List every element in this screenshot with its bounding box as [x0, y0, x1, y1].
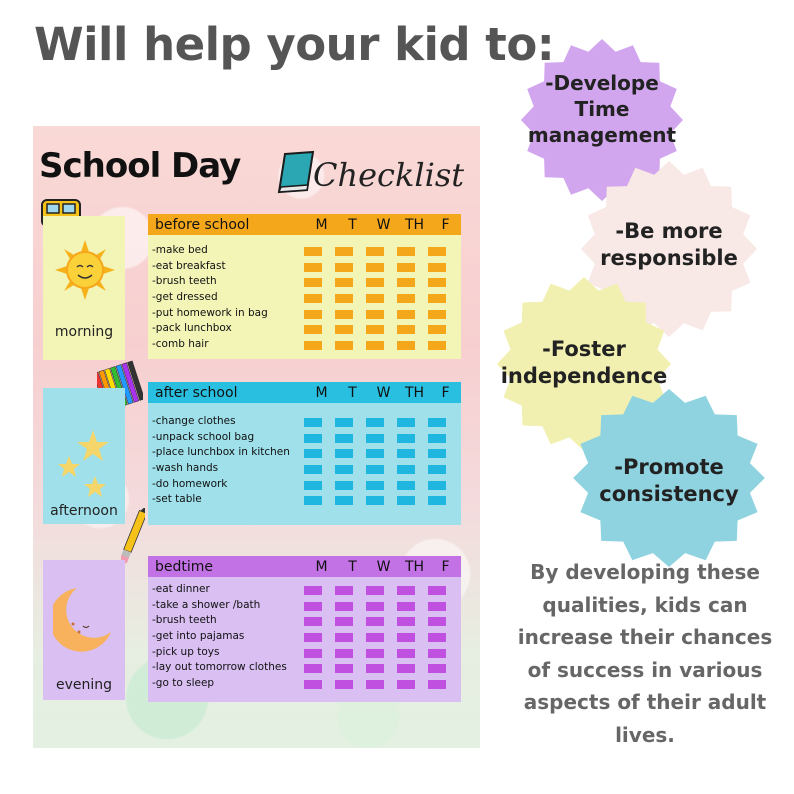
- checkbox[interactable]: [335, 664, 353, 673]
- task-item: -eat breakfast: [152, 259, 226, 272]
- badge-line: management: [527, 123, 677, 147]
- afternoon-panel: [43, 388, 125, 524]
- task-item: -go to sleep: [152, 677, 215, 690]
- benefits-paragraph: By developing these qualities, kids can increase their chances of success in various aspects of their adult lives.: [517, 560, 773, 747]
- morning-panel: [43, 216, 125, 360]
- badge-text: [496, 336, 672, 391]
- checkbox[interactable]: [428, 496, 446, 505]
- checkbox[interactable]: [428, 341, 446, 350]
- checkbox[interactable]: [335, 263, 353, 272]
- checkbox-row: [304, 680, 459, 696]
- checkbox[interactable]: [428, 418, 446, 427]
- checkbox[interactable]: [428, 310, 446, 319]
- checkbox[interactable]: [428, 465, 446, 474]
- checkbox[interactable]: [304, 496, 322, 505]
- checkbox[interactable]: [366, 496, 384, 505]
- checkbox[interactable]: [397, 465, 415, 474]
- checkbox[interactable]: [366, 649, 384, 658]
- day-label: F: [441, 558, 450, 575]
- checklist-poster: [33, 126, 480, 748]
- task-item: -set table: [152, 493, 202, 506]
- afternoon-label: afternoon: [50, 503, 118, 519]
- checkbox[interactable]: [335, 496, 353, 505]
- pencil-icon: [121, 508, 145, 566]
- section-title: before school: [155, 216, 250, 233]
- task-item: -change clothes: [152, 415, 236, 427]
- badge-text: [572, 454, 766, 509]
- task-item: -brush teeth: [152, 275, 217, 288]
- checkbox[interactable]: [335, 633, 353, 642]
- checkbox-row: [304, 465, 459, 481]
- checkbox[interactable]: [428, 649, 446, 658]
- task-item: -comb hair: [152, 338, 209, 351]
- badge-line: consistency: [599, 482, 739, 507]
- checkbox[interactable]: [304, 465, 322, 474]
- checkbox-row: [304, 586, 459, 602]
- badge-line: responsible: [600, 246, 738, 271]
- checkbox-row: [304, 325, 459, 341]
- badge-line: independence: [500, 364, 668, 389]
- checkbox-row: [304, 278, 459, 294]
- checkbox[interactable]: [366, 341, 384, 350]
- checkbox[interactable]: [397, 449, 415, 458]
- checkbox[interactable]: [397, 434, 415, 443]
- checkbox[interactable]: [366, 418, 384, 427]
- checkbox[interactable]: [335, 294, 353, 303]
- checkbox-row: [304, 602, 459, 618]
- day-label: F: [441, 216, 450, 233]
- badge-consistency: [572, 388, 766, 568]
- checkbox[interactable]: [397, 325, 415, 334]
- checkbox[interactable]: [428, 449, 446, 458]
- checkbox[interactable]: [335, 481, 353, 490]
- poster-title-script: Checklist: [313, 156, 465, 194]
- badge-line: -Foster: [542, 337, 626, 361]
- checkbox[interactable]: [304, 434, 322, 443]
- day-columns: [306, 559, 461, 575]
- task-item: -place lunchbox in kitchen: [152, 446, 290, 459]
- checkbox[interactable]: [335, 418, 353, 427]
- day-label: TH: [404, 216, 425, 233]
- checkbox[interactable]: [304, 680, 322, 689]
- day-columns: [306, 217, 461, 233]
- day-label: T: [348, 216, 357, 233]
- checkbox[interactable]: [366, 465, 384, 474]
- day-label: M: [315, 384, 328, 401]
- task-item: -take a shower /bath: [152, 598, 261, 611]
- checkbox-row: [304, 294, 459, 310]
- checkbox[interactable]: [397, 664, 415, 673]
- checkbox[interactable]: [428, 586, 446, 595]
- checkbox-row: [304, 633, 459, 649]
- checkbox[interactable]: [335, 680, 353, 689]
- badge-line: -Be more: [615, 219, 723, 243]
- section-body: [148, 235, 461, 359]
- badge-line: Time: [574, 97, 630, 121]
- sun-icon: [55, 240, 115, 300]
- checkbox[interactable]: [428, 602, 446, 611]
- day-label: T: [348, 384, 357, 401]
- checkbox[interactable]: [428, 247, 446, 256]
- day-label: W: [376, 384, 391, 401]
- section-header: [148, 214, 461, 235]
- checkbox-grid: [304, 418, 459, 512]
- day-label: TH: [404, 384, 425, 401]
- checkbox[interactable]: [304, 263, 322, 272]
- checkbox[interactable]: [397, 278, 415, 287]
- checkbox-grid: [304, 586, 459, 696]
- section-title: bedtime: [155, 558, 214, 575]
- checkbox[interactable]: [397, 496, 415, 505]
- task-item: -lay out tomorrow clothes: [152, 661, 287, 674]
- day-label: W: [376, 558, 391, 575]
- checkbox-row: [304, 263, 459, 279]
- checkbox[interactable]: [366, 263, 384, 272]
- checkbox[interactable]: [366, 633, 384, 642]
- day-label: M: [315, 558, 328, 575]
- evening-label: evening: [55, 677, 113, 693]
- checkbox[interactable]: [304, 586, 322, 595]
- checkbox[interactable]: [304, 602, 322, 611]
- checkbox[interactable]: [304, 481, 322, 490]
- section-before-school: [148, 214, 461, 359]
- checkbox[interactable]: [428, 664, 446, 673]
- checkbox-row: [304, 310, 459, 326]
- checkbox[interactable]: [304, 341, 322, 350]
- day-columns: [306, 385, 461, 401]
- headline: Will help your kid to:: [34, 18, 555, 71]
- checkbox[interactable]: [366, 449, 384, 458]
- checkbox-row: [304, 664, 459, 680]
- checkbox[interactable]: [304, 449, 322, 458]
- checkbox[interactable]: [335, 602, 353, 611]
- checkbox[interactable]: [304, 247, 322, 256]
- checkbox[interactable]: [366, 325, 384, 334]
- checkbox[interactable]: [335, 586, 353, 595]
- checkbox-row: [304, 617, 459, 633]
- stars-icon: [55, 428, 119, 502]
- checkbox[interactable]: [366, 294, 384, 303]
- section-title: after school: [155, 384, 238, 401]
- section-bedtime: [148, 556, 461, 702]
- checkbox[interactable]: [366, 617, 384, 626]
- checkbox[interactable]: [304, 633, 322, 642]
- task-item: -brush teeth: [152, 614, 217, 627]
- day-label: W: [376, 216, 391, 233]
- checkbox[interactable]: [397, 294, 415, 303]
- checkbox[interactable]: [397, 602, 415, 611]
- task-item: -unpack school bag: [152, 430, 255, 443]
- checkbox[interactable]: [366, 310, 384, 319]
- checkbox[interactable]: [304, 418, 322, 427]
- task-item: -get into pajamas: [152, 630, 245, 643]
- checkbox[interactable]: [366, 434, 384, 443]
- section-header: [148, 556, 461, 577]
- checkbox[interactable]: [335, 278, 353, 287]
- book-icon: [277, 150, 317, 194]
- checkbox[interactable]: [366, 586, 384, 595]
- checkbox-row: [304, 649, 459, 665]
- checkbox[interactable]: [428, 481, 446, 490]
- checkbox-row: [304, 449, 459, 465]
- checkbox-row: [304, 341, 459, 357]
- section-body: [148, 577, 461, 702]
- task-item: -eat dinner: [152, 583, 210, 595]
- checkbox[interactable]: [335, 449, 353, 458]
- checkbox[interactable]: [335, 341, 353, 350]
- checkbox[interactable]: [335, 465, 353, 474]
- day-label: F: [441, 384, 450, 401]
- task-item: -pack lunchbox: [152, 322, 232, 335]
- checkbox-row: [304, 481, 459, 497]
- checkbox[interactable]: [304, 294, 322, 303]
- checkbox[interactable]: [304, 278, 322, 287]
- badge-text: [520, 70, 684, 148]
- section-after-school: [148, 382, 461, 525]
- checkbox[interactable]: [428, 680, 446, 689]
- checkbox[interactable]: [304, 617, 322, 626]
- checkbox[interactable]: [304, 325, 322, 334]
- checkbox[interactable]: [304, 310, 322, 319]
- task-item: -do homework: [152, 477, 228, 490]
- checkbox[interactable]: [397, 481, 415, 490]
- checkbox[interactable]: [366, 664, 384, 673]
- checkbox[interactable]: [335, 310, 353, 319]
- checkbox[interactable]: [335, 617, 353, 626]
- checkbox[interactable]: [428, 325, 446, 334]
- badge-text: [580, 218, 758, 273]
- day-label: T: [348, 558, 357, 575]
- checkbox[interactable]: [397, 418, 415, 427]
- checkbox-row: [304, 247, 459, 263]
- checkbox[interactable]: [428, 278, 446, 287]
- checkbox-row: [304, 434, 459, 450]
- checkbox[interactable]: [366, 680, 384, 689]
- badge-line: -Develope: [545, 71, 659, 95]
- checkbox[interactable]: [366, 602, 384, 611]
- checkbox[interactable]: [428, 263, 446, 272]
- checkbox[interactable]: [397, 617, 415, 626]
- checkbox[interactable]: [335, 247, 353, 256]
- task-item: -wash hands: [152, 462, 219, 475]
- task-item: -put homework in bag: [152, 306, 268, 319]
- checkbox[interactable]: [366, 278, 384, 287]
- checkbox[interactable]: [397, 680, 415, 689]
- checkbox-row: [304, 418, 459, 434]
- checkbox[interactable]: [366, 247, 384, 256]
- evening-panel: [43, 560, 125, 700]
- task-item: -make bed: [152, 244, 208, 256]
- morning-label: morning: [54, 324, 114, 340]
- section-body: [148, 403, 461, 525]
- checkbox[interactable]: [366, 481, 384, 490]
- checkbox[interactable]: [397, 341, 415, 350]
- checkbox[interactable]: [335, 325, 353, 334]
- checkbox[interactable]: [397, 247, 415, 256]
- checkbox[interactable]: [428, 633, 446, 642]
- checkbox[interactable]: [397, 633, 415, 642]
- checkbox[interactable]: [397, 263, 415, 272]
- checkbox[interactable]: [304, 664, 322, 673]
- checkbox[interactable]: [428, 294, 446, 303]
- checkbox-grid: [304, 247, 459, 357]
- checkbox[interactable]: [397, 649, 415, 658]
- checkbox-row: [304, 496, 459, 512]
- section-header: [148, 382, 461, 403]
- poster-title: School Day: [39, 146, 241, 186]
- badge-line: -Promote: [614, 455, 724, 479]
- checkbox[interactable]: [428, 617, 446, 626]
- day-label: M: [315, 216, 328, 233]
- task-item: -get dressed: [152, 291, 218, 304]
- day-label: TH: [404, 558, 425, 575]
- task-item: -pick up toys: [152, 645, 220, 658]
- checkbox[interactable]: [335, 649, 353, 658]
- checkbox[interactable]: [397, 310, 415, 319]
- checkbox[interactable]: [397, 586, 415, 595]
- checkbox[interactable]: [335, 434, 353, 443]
- moon-icon: [53, 584, 115, 654]
- checkbox[interactable]: [428, 434, 446, 443]
- checkbox[interactable]: [304, 649, 322, 658]
